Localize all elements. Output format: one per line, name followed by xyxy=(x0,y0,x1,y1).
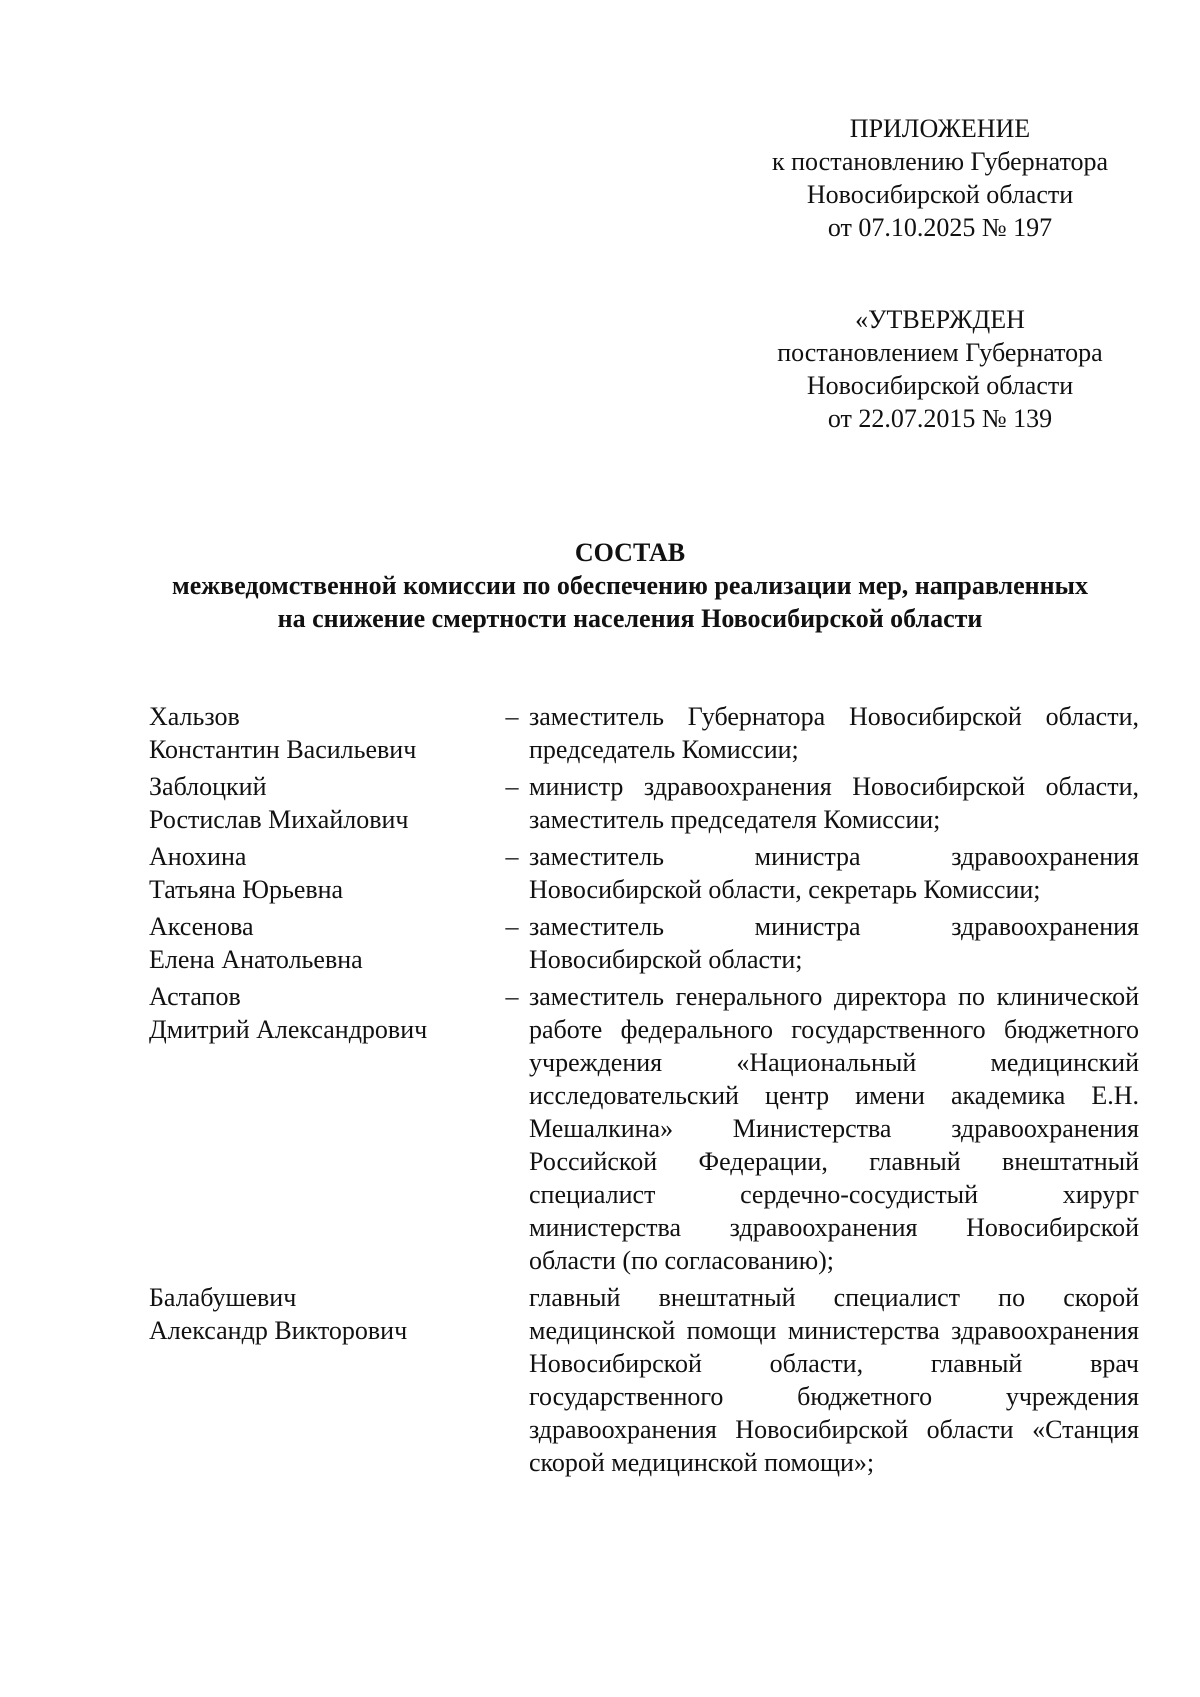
member-name xyxy=(149,980,489,1277)
heading-subtitle-line-2: на снижение смертности населения Новосибирской области xyxy=(277,604,983,633)
member-position: заместитель Губернатора Новосибирской области, председатель Комиссии; xyxy=(529,702,1139,764)
member-row xyxy=(149,980,1139,1277)
member-row xyxy=(149,700,1139,766)
member-given-name: Дмитрий Александрович xyxy=(149,1015,428,1044)
appendix-header xyxy=(752,112,1128,244)
member-row xyxy=(149,910,1139,976)
appendix-line-2: к постановлению Губернатора xyxy=(771,147,1109,176)
member-surname: Заблоцкий xyxy=(149,772,267,801)
member-position: главный внештатный специалист по скорой медицинской помощи министерства здравоохранения Новосибирской области, главный врач государственного бюджетного учреждения здравоохранения Новосибирской области «Станция скорой медицинской помощи»; xyxy=(529,1283,1139,1477)
member-name xyxy=(149,770,489,836)
member-given-name: Ростислав Михайлович xyxy=(149,805,409,834)
member-given-name: Константин Васильевич xyxy=(149,735,417,764)
appendix-title: ПРИЛОЖЕНИЕ xyxy=(849,114,1031,143)
member-dash: – xyxy=(505,772,519,801)
member-given-name: Александр Викторович xyxy=(149,1316,408,1345)
approved-title: «УТВЕРЖДЕН xyxy=(855,305,1025,334)
member-name xyxy=(149,700,489,766)
member-dash: – xyxy=(505,982,519,1011)
member-surname: Аксенова xyxy=(149,912,254,941)
member-dash: – xyxy=(505,842,519,871)
member-dash xyxy=(495,1281,529,1479)
approved-line-4: от 22.07.2015 № 139 xyxy=(827,404,1053,433)
heading-title: СОСТАВ xyxy=(574,538,686,567)
member-position: заместитель министра здравоохранения Новосибирской области, секретарь Комиссии; xyxy=(529,842,1139,904)
member-position: заместитель генерального директора по клинической работе федерального государственного бюджетного учреждения «Национальный медицинский исследовательский центр имени академика Е.Н. Мешалкина» Министерства здравоохранения Российской Федерации, главный внештатный специалист сердечно-сосудистый хирург министерства здравоохранения Новосибирской области (по согласованию); xyxy=(529,982,1139,1275)
heading-subtitle-line-1: межведомственной комиссии по обеспечению реализации мер, направленных xyxy=(172,571,1088,600)
member-given-name: Татьяна Юрьевна xyxy=(149,875,344,904)
approved-line-2: постановлением Губернатора xyxy=(777,338,1103,367)
appendix-line-3: Новосибирской области xyxy=(806,180,1074,209)
approved-line-3: Новосибирской области xyxy=(806,371,1074,400)
member-surname: Балабушевич xyxy=(149,1283,297,1312)
members-list xyxy=(149,700,1139,1483)
member-surname: Астапов xyxy=(149,982,241,1011)
member-dash: – xyxy=(505,912,519,941)
member-dash: – xyxy=(505,702,519,731)
approval-stamp-text xyxy=(752,303,1128,435)
member-given-name: Елена Анатольевна xyxy=(149,945,363,974)
member-row xyxy=(149,1281,1139,1479)
appendix-line-4: от 07.10.2025 № 197 xyxy=(827,213,1053,242)
member-row xyxy=(149,840,1139,906)
member-surname: Анохина xyxy=(149,842,247,871)
member-name xyxy=(149,910,489,976)
member-surname: Хальзов xyxy=(149,702,240,731)
document-heading xyxy=(120,536,1140,635)
member-name xyxy=(149,840,489,906)
member-position: министр здравоохранения Новосибирской области, заместитель председателя Комиссии; xyxy=(529,772,1139,834)
member-position: заместитель министра здравоохранения Новосибирской области; xyxy=(529,912,1139,974)
member-row xyxy=(149,770,1139,836)
member-name xyxy=(149,1281,489,1479)
